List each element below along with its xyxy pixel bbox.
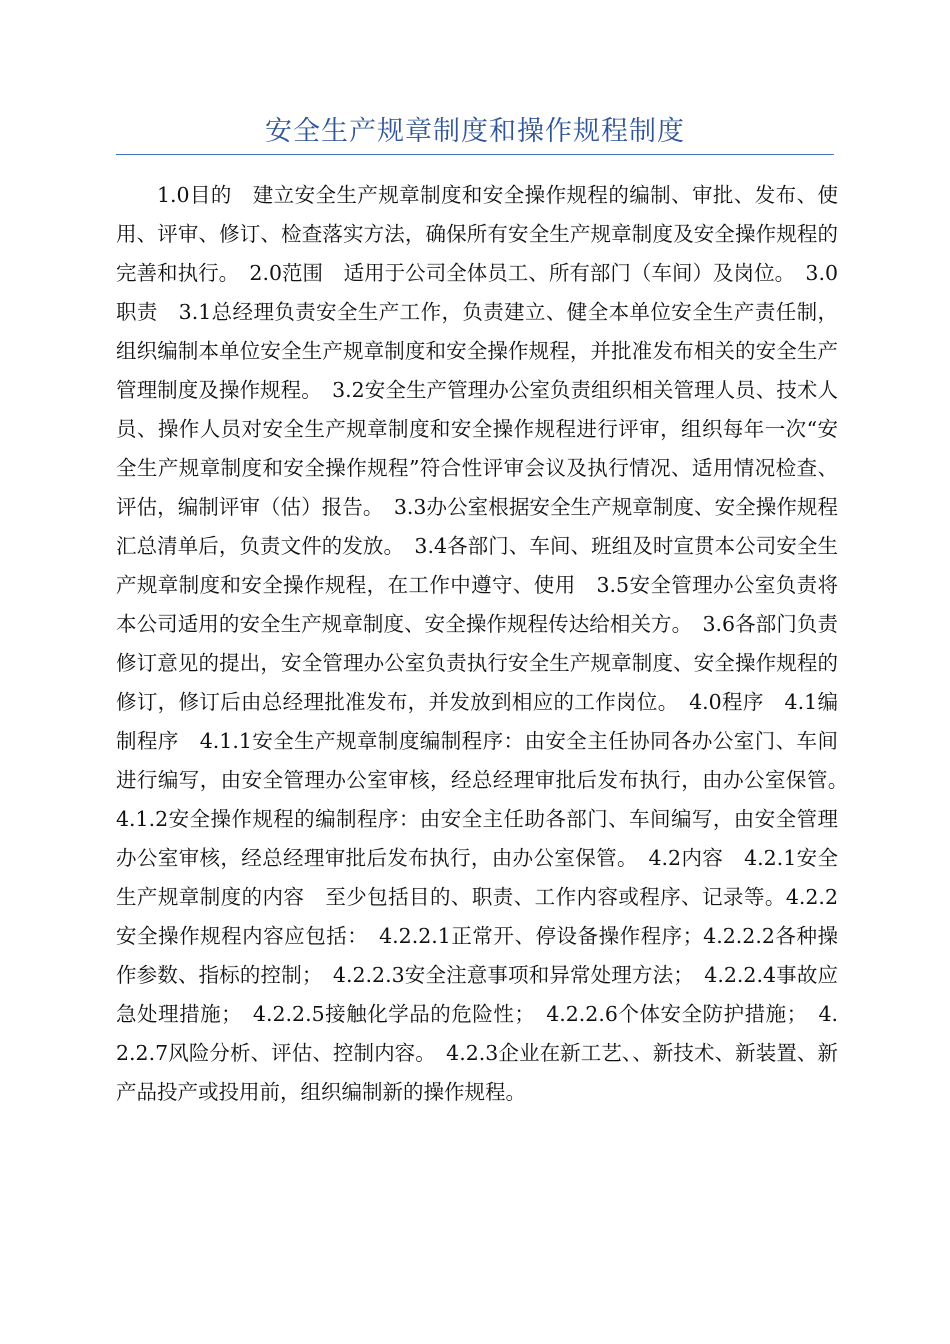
document-body: 1.0目的 建立安全生产规章制度和安全操作规程的编制、审批、发布、使用、评审、修订、检查落实方法，确保所有安全生产规章制度及安全操作规程的完善和执行。 2.0范围 适用于公司全体员工、所有部门（车间）及岗位。 3.0职责 3.1总经理负责安全生产工作，负责建立、健全本单位安全生产责任制，组织编制本单位安全生产规章制度和安全操作规程，并批准发布相关的安全生产管理制度及操作规程。 3.2安全生产管理办公室负责组织相关管理人员、技术人员、操作人员对安全生产规章制度和安全操作规程进行评审，组织每年一次“安全生产规章制度和安全操作规程”符合性评审会议及执行情况、适用情况检查、评估，编制评审（估）报告。 3.3办公室根据安全生产规章制度、安全操作规程汇总清单后，负责文件的发放。 3.4各部门、车间、班组及时宣贯本公司安全生产规章制度和安全操作规程，在工作中遵守、使用 3.5安全管理办公室负责将本公司适用的安全生产规章制度、安全操作规程传达给相关方。 3.6各部门负责修订意见的提出，安全管理办公室负责执行安全生产规章制度、安全操作规程的修订，修订后由总经理批准发布，并发放到相应的工作岗位。 4.0程序 4.1编制程序 4.1.1安全生产规章制度编制程序：由安全主任协同各办公室门、车间进行编写，由安全管理办公室审核，经总经理审批后发布执行，由办公室保管。 4.1.2安全操作规程的编制程序：由安全主任助各部门、车间编写，由安全管理办公室审核，经总经理审批后发布执行，由办公室保管。 4.2内容 4.2.1安全生产规章制度的内容 至少包括目的、职责、工作内容或程序、记录等。4.2.2安全操作规程内容应包括： 4.2.2.1正常开、停设备操作程序；4.2.2.2各种操作参数、指标的控制； 4.2.2.3安全注意事项和异常处理方法； 4.2.2.4事故应急处理措施； 4.2.2.5接触化学品的危险性； 4.2.2.6个体安全防护措施； 4.2.2.7风险分析、评估、控制内容。 4.2.3企业在新工艺、、新技术、新装置、新产品投产或投用前，组织编制新的操作规程。 — [116, 183, 859, 1104]
title-underline — [116, 154, 834, 155]
document-title: 安全生产规章制度和操作规程制度 — [265, 116, 685, 147]
